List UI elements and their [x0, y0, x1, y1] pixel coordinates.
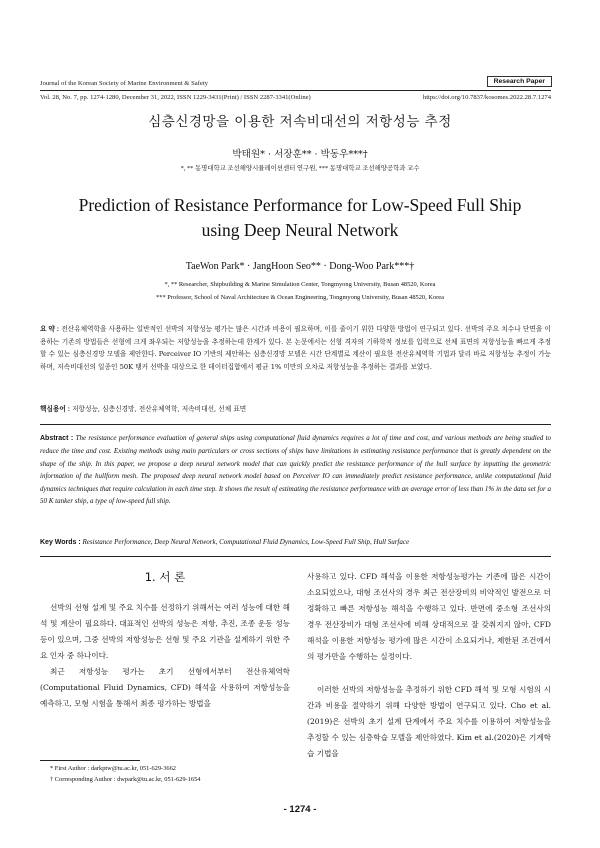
footnote-first-author: * First Author : darkptw@tu.ac.kr, 051-629-3662: [50, 765, 176, 772]
english-abstract-label: Abstract :: [40, 435, 74, 442]
body-left-paragraph-2: 최근 저항성능 평가는 초기 선형에서부터 전산유체역학(Computational Fluid Dynamics, CFD) 해석을 사용하여 저항성능을 예측하고, 모형 시험을 통해서 최종 평가하는 방법을: [40, 667, 290, 709]
header-rule: [40, 90, 551, 91]
body-left-paragraph-1: 선박의 선형 설계 및 주요 치수를 선정하기 위해서는 여러 성능에 대한 해석 및 계산이 필요하다. 대표적인 선박의 성능은 저항, 추진, 조종 운동 성능 등이 있으며, 그중 선박의 저항성능은 선형 및 주요 기관을 설계하기 위한 주요 인자 중 하나이다.: [40, 603, 290, 661]
english-affiliation-2: *** Professor, School of Naval Architecture & Ocean Engineering, Tongmyong University, Busan 48520, Korea: [156, 294, 444, 301]
english-abstract: [40, 432, 551, 507]
body-right-paragraph-2: 이러한 선박의 저항성능을 추정하기 위한 CFD 해석 및 모형 시험의 시간과 비용을 절약하기 위해 다양한 방법이 연구되고 있다. Cho et al.(2019)은 선박의 초기 설계 단계에서 주요 치수를 이용하여 저항성능을 추정할 수 있는 심층학습 모델을 제안하였다. Kim et al.(2020)은 기계학습 기법을: [307, 685, 551, 759]
article-type-badge: Research Paper: [487, 76, 552, 87]
english-affiliation-1: *, ** Researcher, Shipbuilding & Marine Simulation Center, Tongmyong University, Busan 48520, Korea: [164, 281, 436, 288]
english-keywords-label: Key Words :: [40, 539, 81, 546]
english-title: Prediction of Resistance Performance for Low-Speed Full Ship using Deep Neural Network: [78, 195, 522, 240]
korean-authors: 박태원* · 서장훈** · 박동우***†: [232, 149, 368, 160]
english-abstract-text: The resistance performance evaluation of general ships using computational fluid dynamics requires a lot of time and cost, and various methods are being studied to reduce the time and cost. Existing methods using main particulars or cross sections of ships have limitations in estimating resistance performance that is greatly dependent on the shape of the ship. In this paper, we propose a deep neural network model that can quickly predict the resistance performance of the hull surface by inputting the geometric information of the hullform mesh. The proposed deep neural network model based on Perceiver IO can immediately predict resistance performance, unlike computational fluid dynamics techniques that require calculation in each time step. It shows the result of estimating the resistance performance with an average error of less than 1% in the data set for a 50 K tanker ship, a type of low-speed full ship.: [40, 434, 552, 506]
section-heading-introduction: 1. 서 론: [144, 570, 186, 584]
korean-keywords-text: 저항성능, 심층신경망, 전산유체역학, 저속비대선, 선체 표면: [72, 405, 247, 413]
volume-info: Vol. 28, No. 7, pp. 1274-1280, December 31, 2022, ISSN 1229-3431(Print) / ISSN 2287-3341(Online): [40, 94, 311, 101]
korean-keywords-label: 핵심용어 :: [40, 406, 70, 413]
doi-link[interactable]: https://doi.org/10.7837/kosomes.2022.28.7.1274: [422, 94, 551, 101]
korean-title: 심층신경망을 이용한 저속비대선의 저항성능 추정: [148, 114, 452, 130]
korean-abstract-label: 요 약 :: [40, 326, 60, 333]
english-authors: TaeWon Park* · JangHoon Seo** · Dong-Woo Park***†: [185, 261, 415, 272]
korean-keywords: [40, 403, 551, 416]
abstract-divider: [40, 424, 551, 425]
journal-name: Journal of the Korean Society of Marine Environment & Safety: [40, 80, 208, 87]
body-divider: [40, 556, 551, 557]
page-number: - 1274 -: [283, 804, 317, 815]
korean-abstract: [40, 323, 551, 373]
footnote-rule: [40, 760, 140, 761]
korean-abstract-text: 전산유체역학을 사용하는 일반적인 선박의 저항성능 평가는 많은 시간과 비용이 필요하며, 이를 줄이기 위한 다양한 방법이 연구되고 있다. 선박의 주요 치수나 단면을 이용하는 기존의 방법들은 선형에 크게 좌우되는 저항성능을 추정하는데 한계가 있다. 본 논문에서는 선형 격자의 기하학적 정보를 입력으로 선체 표면의 저항성능을 빠르게 추정할 수 있는 심층신경망 모델을 제안한다. Perceiver IO 기반의 제안하는 심층신경망 모델은 시간 단계별로 계산이 필요한 전산유체역학 기법과 달리 바로 저항성능 추정이 가능하며, 저속비대선의 일종인 50K 탱커 선박을 대상으로 한 데이터집합에서 평균 1% 미만의 오차로 저항성능을 추정하는 결과를 보였다.: [40, 325, 551, 371]
korean-affiliation: *, ** 동명대학교 조선해양시뮬레이션센터 연구원, *** 동명대학교 조선해양공학과 교수: [180, 165, 420, 172]
footnote-corresponding-author: † Corresponding Author : dwpark@tu.ac.kr, 051-629-1654: [50, 776, 201, 783]
body-right-paragraph-1: 사용하고 있다. CFD 해석을 이용한 저항성능평가는 기존에 많은 시간이 소요되었으나, 대형 조선사의 경우 최근 전산장비의 비약적인 발전으로 더 정확하고 빠른 저항성능 해석을 수행하고 있다. 반면에 중소형 조선사의 경우 전산장비가 대형 조선사에 비해 상대적으로 잘 갖춰지지 않아, CFD 해석을 이용한 저항성능 평가에 많은 시간이 소요되거나, 제한된 조건에서의 평가만을 수행하는 실정이다.: [307, 572, 551, 662]
english-keywords-text: Resistance Performance, Deep Neural Network, Computational Fluid Dynamics, Low-Speed Full Ship, Hull Surface: [82, 538, 410, 546]
english-keywords: [40, 536, 551, 549]
